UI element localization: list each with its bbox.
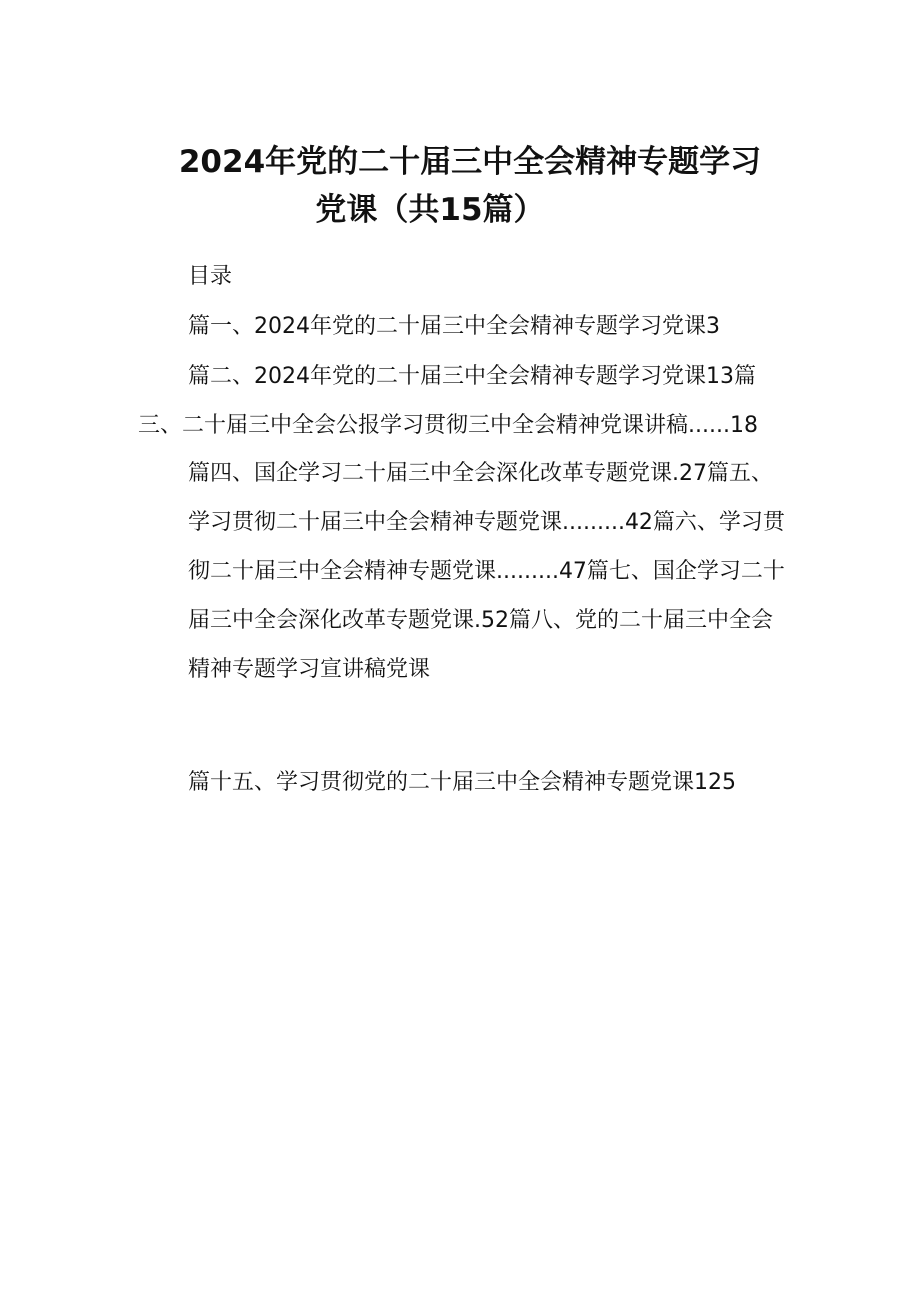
- toc-line: 彻二十届三中全会精神专题党课.........47篇七、国企学习二十: [188, 559, 785, 584]
- toc-line: 三、二十届三中全会公报学习贯彻三中全会精神党课讲稿......18: [138, 413, 758, 438]
- toc-line: 篇一、2024年党的二十届三中全会精神专题学习党课3: [188, 314, 720, 339]
- toc-line: 学习贯彻二十届三中全会精神专题党课.........42篇六、学习贯: [188, 510, 785, 535]
- toc-heading: 目录: [188, 264, 233, 289]
- toc-line: 篇四、国企学习二十届三中全会深化改革专题党课.27篇五、: [188, 461, 773, 486]
- toc-line: 篇二、2024年党的二十届三中全会精神专题学习党课13篇: [188, 364, 756, 389]
- document-title-line-1: 2024年党的二十届三中全会精神专题学习: [178, 144, 762, 180]
- toc-line: 精神专题学习宣讲稿党课: [188, 657, 431, 682]
- toc-line: 届三中全会深化改革专题党课.52篇八、党的二十届三中全会: [188, 608, 773, 633]
- toc-line-last: 篇十五、学习贯彻党的二十届三中全会精神专题党课125: [188, 770, 736, 795]
- document-title-line-2: 党课（共15篇）: [315, 192, 545, 228]
